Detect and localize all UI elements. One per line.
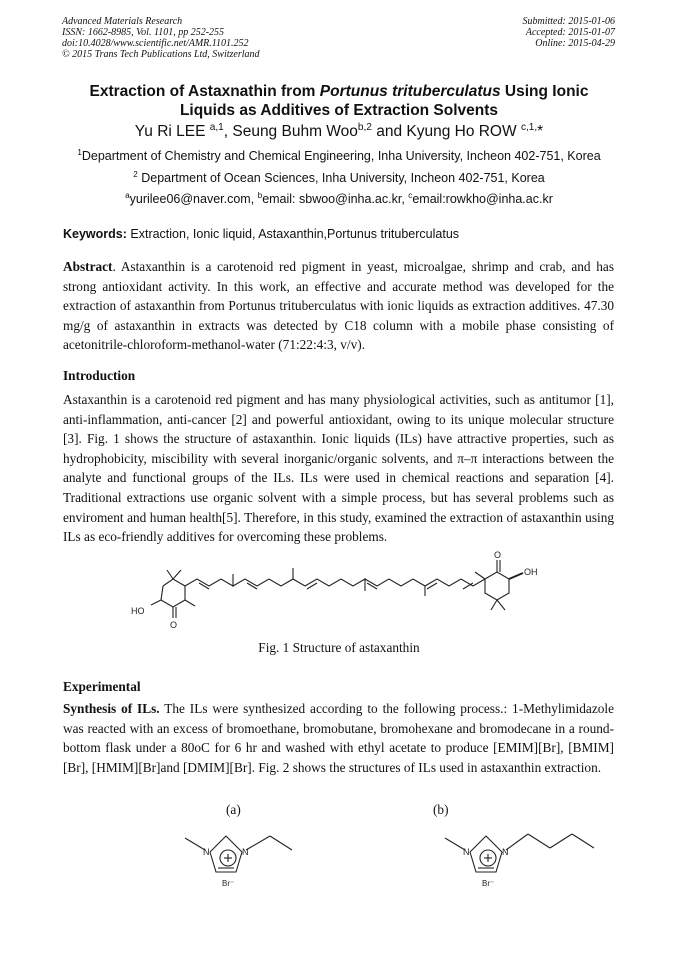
affiliation-2-sup: 2 <box>133 169 138 179</box>
o-top-label: O <box>494 550 502 560</box>
author-1-sup: a,1 <box>209 121 224 133</box>
title-part1: Extraction of Astaxnathin from <box>89 83 320 100</box>
introduction-heading: Introduction <box>63 368 136 383</box>
affiliation-1 <box>60 149 618 163</box>
ho-label: HO <box>131 606 145 616</box>
title-species: Portunus trituberculatus <box>319 83 501 100</box>
emim-structure <box>180 822 300 892</box>
dates-header <box>523 16 616 49</box>
author-3-sup: c,1, <box>520 121 538 133</box>
accepted-date: Accepted: 2015-01-07 <box>525 27 615 38</box>
corresponding-star: * <box>537 123 544 140</box>
email-b: email: sbwoo@inha.ac.kr, <box>262 192 409 206</box>
synthesis-subheading: Synthesis of ILs. <box>63 701 160 716</box>
bmim-n-right: N <box>502 847 509 857</box>
author-3: and Kyung Ho ROW <box>371 123 521 140</box>
abstract-label: Abstract <box>63 259 113 274</box>
synthesis-paragraph <box>63 699 614 777</box>
paper-title <box>60 82 618 120</box>
emim-n-right: N <box>242 847 249 857</box>
title-line2: Liquids as Additives of Extraction Solvents <box>179 102 499 119</box>
affiliation-1-sup: 1 <box>77 147 82 157</box>
email-c-sup: c <box>408 190 413 200</box>
astaxanthin-structure <box>125 548 545 630</box>
email-b-sup: b <box>257 190 263 200</box>
synthesis-text: The ILs were synthesized according to the following process.: 1-Methylimidazole was reacted with an excess of bromoethane, bromobutane, bromohexane and bromodecane in a round-bottom flask under a 80oC for 6 hr and washed with ethyl acetate to produce [EMIM][Br], [BMIM][Br], [HMIM][Br]and [DMIM][Br]. Fig. 2 shows the structures of ILs used in astaxanthin extraction. <box>63 701 614 775</box>
issn: ISSN: 1662-8985, Vol. 1101, pp 252-255 <box>62 27 225 38</box>
author-1: Yu Ri LEE <box>134 123 210 140</box>
oh-label: OH <box>524 567 538 577</box>
bmim-n-left: N <box>463 847 470 857</box>
keywords-text: Extraction, Ionic liquid, Astaxanthin,Portunus trituberculatus <box>126 227 460 241</box>
abstract-text: . Astaxanthin is a carotenoid red pigment in yeast, microalgae, shrimp and crab, and has strong antioxidant activity. In this work, an effective and accurate method was developed for the extraction of astaxanthin from Portunus trituberculatus with ionic liquids as extraction additives. 47.30 mg/g of astaxanthin in extracts was detected by C18 column with a mobile phase consisting of acetonitrile-chloroform-methanol-water (71:22:4:3, v/v). <box>63 259 614 353</box>
affiliation-2 <box>60 171 618 185</box>
journal-name: Advanced Materials Research <box>62 16 183 27</box>
journal-header <box>62 16 260 60</box>
bmim-structure <box>440 822 600 892</box>
figure-2b-label: (b) <box>433 802 449 817</box>
o-bottom-label: O <box>170 620 178 630</box>
abstract <box>63 257 614 355</box>
email-a-sup: a <box>125 190 130 200</box>
author-2: , Seung Buhm Woo <box>223 123 358 140</box>
submitted-date: Submitted: 2015-01-06 <box>522 16 615 27</box>
bmim-bromide: Br⁻ <box>482 879 495 888</box>
email-c: email:rowkho@inha.ac.kr <box>412 192 553 206</box>
affiliation-1-text: Department of Chemistry and Chemical Engineering, Inha University, Incheon 402-751, Korea <box>81 149 601 163</box>
keywords <box>63 227 459 241</box>
authors <box>60 123 618 141</box>
figure-2a-label: (a) <box>226 802 241 817</box>
author-2-sup: b,2 <box>357 121 372 133</box>
affiliation-2-text: Department of Ocean Sciences, Inha University, Incheon 402-751, Korea <box>137 171 545 185</box>
title-part2: Using Ionic <box>500 83 589 100</box>
email-a: yurilee06@naver.com, <box>129 192 258 206</box>
copyright: © 2015 Trans Tech Publications Ltd, Switzerland <box>62 49 260 60</box>
figure-1-caption: Fig. 1 Structure of astaxanthin <box>258 640 420 655</box>
emim-n-left: N <box>203 847 210 857</box>
doi: doi:10.4028/www.scientific.net/AMR.1101.252 <box>62 38 249 49</box>
emails <box>60 192 618 206</box>
experimental-heading: Experimental <box>63 679 141 694</box>
online-date: Online: 2015-04-29 <box>535 38 615 49</box>
keywords-label: Keywords: <box>63 227 127 241</box>
emim-bromide: Br⁻ <box>222 879 235 888</box>
introduction-text: Astaxanthin is a carotenoid red pigment and has many physiological activities, such as antitumor [1], anti-inflammation, anti-cancer [2] and powerful antioxidant, owing to its unique molecular structure [3]. Fig. 1 shows the structure of astaxanthin. Ionic liquids (ILs) have attractive properties, such as hydrophobicity, miscibility with several inorganic/organic solvents, and π–π interactions between the analyte and functional groups of the ILs. ILs were used in chemical reactions and separation [4]. Traditional extractions use organic solvent with a simple process, but has several problems such as enviroment and human health[5]. Therefore, in this study, examined the extraction of astaxanthin using ILs as eco-friendly additives for overcoming these problems. <box>63 392 614 545</box>
